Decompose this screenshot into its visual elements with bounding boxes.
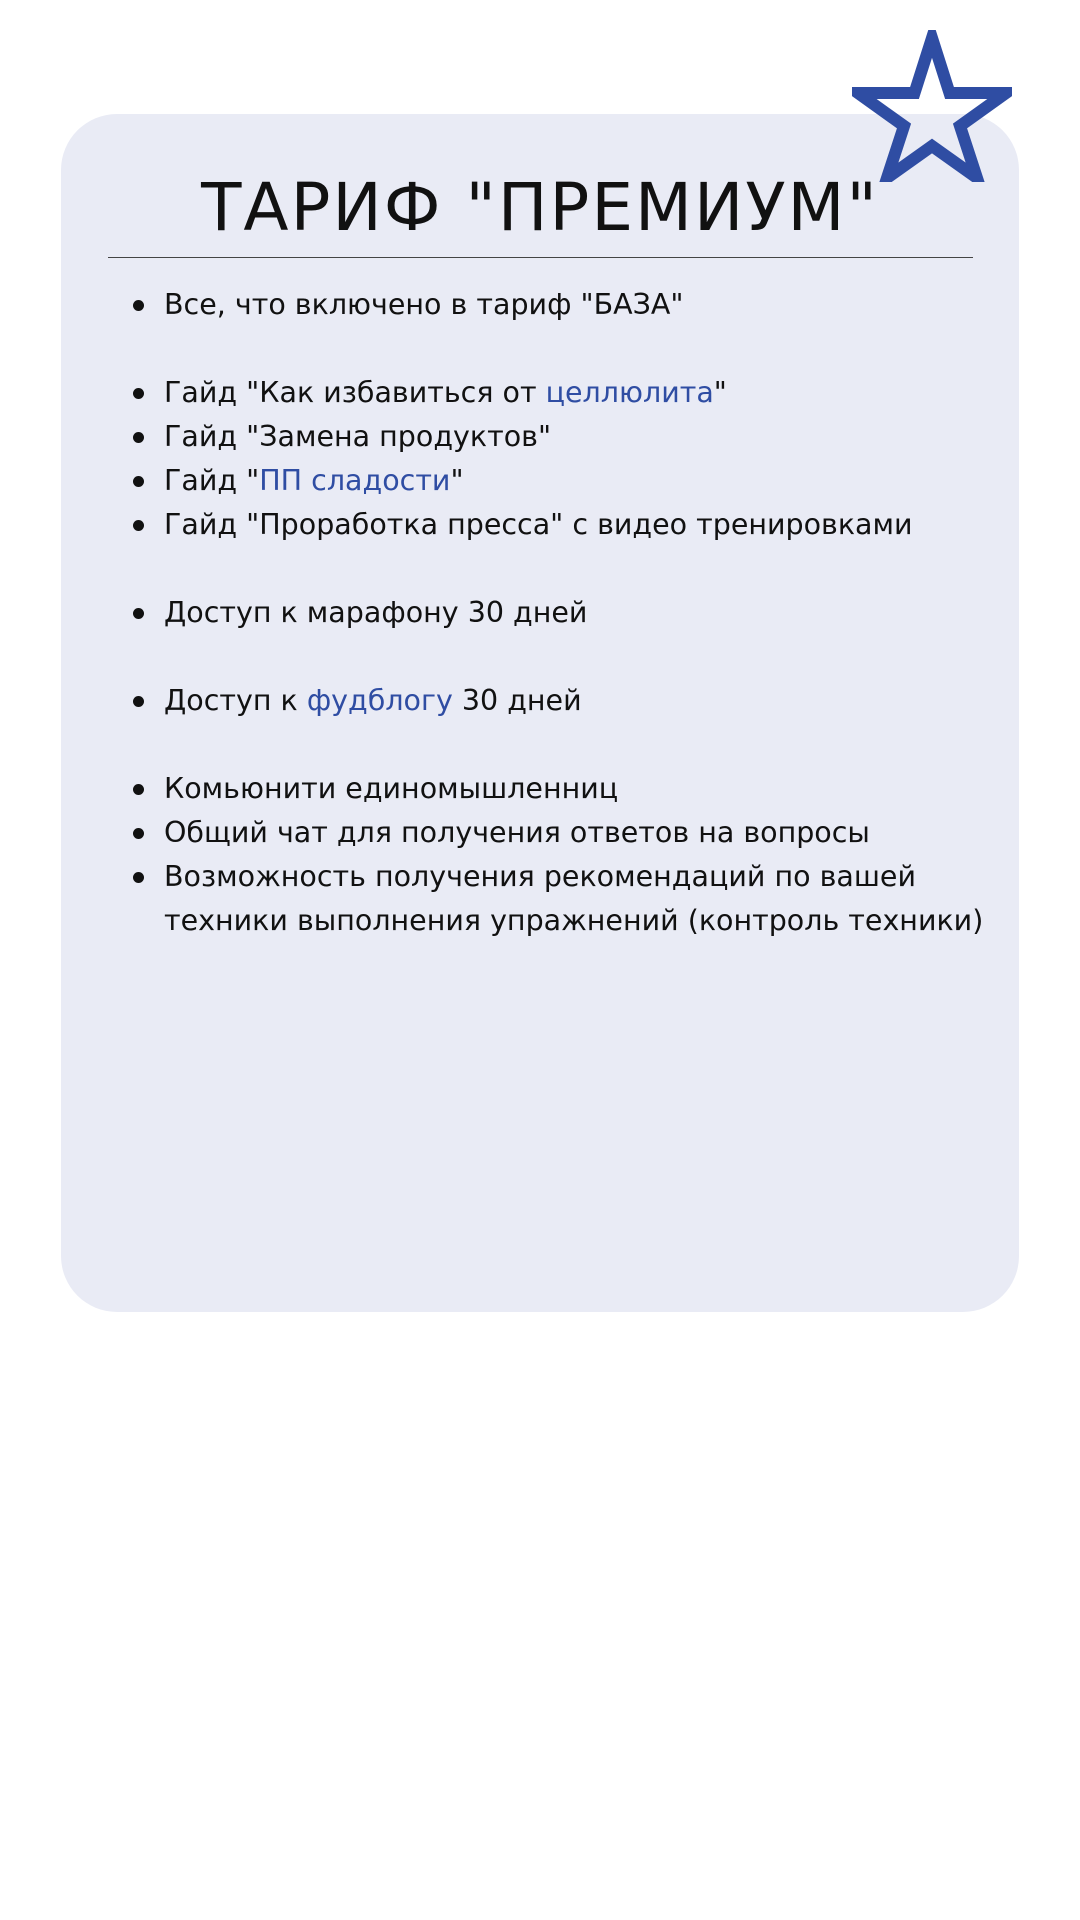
star-icon [852,30,1012,182]
feature-text: Все, что включено в тариф "БАЗА" [164,288,684,321]
feature-text: Комьюнити единомышленниц [164,772,619,805]
feature-item-technique-control [128,855,988,943]
feature-text-before: Доступ к [164,684,307,717]
feature-text: Возможность получения рекомендаций по вашей техники выполнения упражнений (контроль техники) [164,860,984,937]
title-divider [108,257,973,258]
feature-text-after: " [713,376,727,409]
feature-text: Доступ к марафону 30 дней [164,596,588,629]
feature-text: Гайд "Проработка пресса" с видео тренировками [164,508,913,541]
feature-text-after: " [450,464,464,497]
feature-item-cellulite-guide [128,371,988,415]
feature-item-marathon [128,591,988,635]
feature-highlight: ПП сладости [259,464,451,497]
feature-text: Гайд "Замена продуктов" [164,420,552,453]
feature-item-community [128,767,988,811]
feature-item-sweets-guide [128,459,988,503]
feature-text-after: 30 дней [452,684,582,717]
feature-highlight: целлюлита [545,376,714,409]
features-list [128,283,988,943]
feature-item-abs-guide [128,503,988,547]
feature-text-before: Гайд "Как избавиться от [164,376,546,409]
feature-item-products-guide [128,415,988,459]
tariff-title: ТАРИФ "ПРЕМИУМ" [201,169,879,246]
feature-item-chat [128,811,988,855]
feature-text-before: Гайд " [164,464,260,497]
feature-text: Общий чат для получения ответов на вопросы [164,816,870,849]
feature-item-base [128,283,988,327]
feature-item-foodblog [128,679,988,723]
feature-highlight: фудблогу [306,684,453,717]
